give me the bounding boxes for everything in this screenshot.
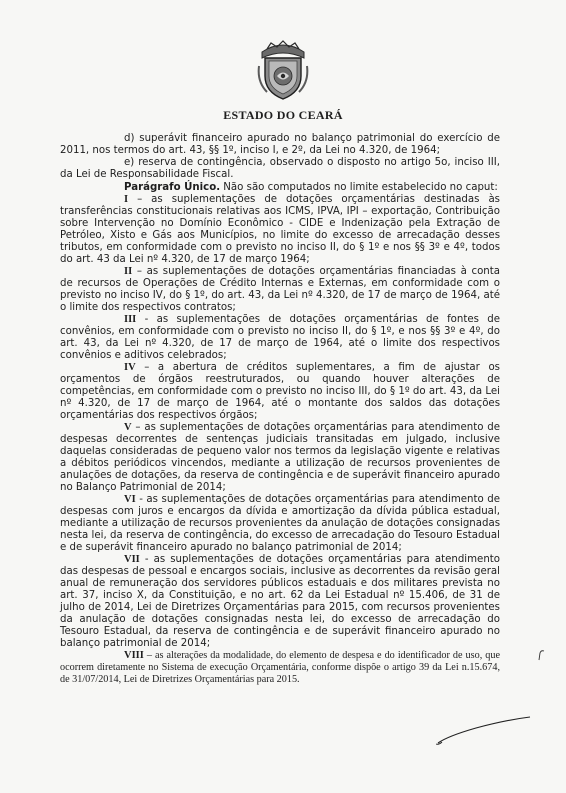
paragrafo-unico <box>60 182 500 194</box>
item-d-superavit <box>60 133 500 157</box>
inciso-iv <box>60 362 500 422</box>
inciso-vii <box>60 554 500 649</box>
margin-pen-mark <box>536 649 546 661</box>
paragrafo-unico-text: Não são computados no limite estabelecido no caput: <box>220 181 498 193</box>
item-e-reserva <box>60 157 500 181</box>
inciso-vii-label: VII <box>124 554 140 566</box>
inciso-v <box>60 422 500 493</box>
inciso-viii-text: – as alterações da modalidade, do elemento de despesa e do identificador de uso, que ocorrem diretamente no Sistema de execução Orçamentária, conforme dispõe o artigo 39 da Lei n.15.674, de 31/07/2014, Lei de Diretrizes Orçamentárias para 2015. <box>60 649 500 685</box>
inciso-ii-label: II <box>124 265 133 277</box>
inciso-vi-text: - as suplementações de dotações orçamentárias para atendimento de despesas com juros e encargos da dívida e amortização da dívida pública estadual, mediante a utilização de recursos provenientes da anulação de dotações consignadas nesta lei, da reserva de contingência, do excesso de arrecadação do Tesouro Estadual e de superávit financeiro apurado no balanço patrimonial de 2014; <box>60 494 500 553</box>
inciso-iii-label: III <box>124 314 137 326</box>
inciso-iii-text: - as suplementações de dotações orçamentárias de fontes de convênios, em conformidade com o previsto no inciso II, do § 1º, e nos §§ 3º e 4º, do art. 43, da Lei nº 4.320, de 17 de março de 1964, até o limite dos respectivos convênios e aditivos celebrados; <box>60 314 500 361</box>
item-e-text: e) reserva de contingência, observado o disposto no artigo 5o, inciso III, da Lei de Responsabilidade Fiscal. <box>60 157 500 181</box>
handwritten-signature-stroke <box>436 714 532 746</box>
document-body <box>60 133 500 686</box>
paragrafo-unico-label: Parágrafo Único. <box>124 181 221 193</box>
inciso-ii-text: – as suplementações de dotações orçamentárias financiadas à conta de recursos de Operações de Crédito Internas e Externas, em conformidade com o previsto no inciso IV, do § 1º, do art. 43, da Lei nº 4.320, de 17 de março de 1964, até o limite dos respectivos contratos; <box>60 265 500 313</box>
item-d-text: d) superávit financeiro apurado no balanço patrimonial do exercício de 2011, nos termos do art. 43, §§ 1º, inciso I, e 2º, da Lei no 4.320, de 1964; <box>60 133 500 156</box>
inciso-ii <box>60 266 500 314</box>
inciso-i-label: I <box>124 194 129 206</box>
inciso-vii-text: - as suplementações de dotações orçamentárias para atendimento das despesas de pessoal e encargos sociais, inclusive as decorrentes da revisão geral anual de remuneração dos servidores públicos estaduais e dos militares prevista no art. 37, inciso X, da Constituição, e no art. 62 da Lei Estadual nº 15.406, de 31 de julho de 2014, Lei de Diretrizes Orçamentárias para 2015, com recursos provenientes da anulação de dotações consignadas nesta lei, do excesso de arrecadação do Tesouro Estadual, da reserva de contingência e de superávit financeiro apurado no balanço patrimonial de 2014; <box>60 554 500 649</box>
inciso-iii <box>60 314 500 362</box>
inciso-viii-label: VIII <box>124 649 144 661</box>
inciso-vi-label: VI <box>124 494 136 506</box>
inciso-viii <box>60 650 500 686</box>
inciso-iv-text: – a abertura de créditos suplementares, a fim de ajustar os orçamentos de órgãos reestruturados, ou quando houver alterações de competências, em conformidade com o previsto no inciso III, do § 1º do art. 43, da Lei nº 4.320, de 17 de março de 1964, até o montante dos saldos das dotações orçamentárias dos respectivos órgãos; <box>60 362 500 421</box>
state-coat-of-arms-seal <box>257 36 309 102</box>
inciso-v-text: – as suplementações de dotações orçamentárias para atendimento de despesas decorrentes de sentenças judiciais transitadas em julgado, inclusive daquelas consideradas de pequeno valor nos termos da legislação vigente e relativas a débitos periódicos vincendos, mediante a utilização de recursos provenientes de anulações de dotações, da reserva de contingência e de superávit financeiro apurado no Balanço Patrimonial de 2014; <box>60 422 500 493</box>
state-header-title: ESTADO DO CEARÁ <box>223 108 343 122</box>
inciso-i <box>60 194 500 265</box>
inciso-v-label: V <box>124 422 132 434</box>
inciso-vi <box>60 494 500 554</box>
inciso-iv-label: IV <box>124 362 136 374</box>
inciso-i-text: – as suplementações de dotações orçamentárias destinadas às transferências constitucionais relativas aos ICMS, IPVA, IPI – exportação, Contribuição sobre Intervenção no Domínio Econômico - CIDE e Indenização pela Extração de Petróleo, Xisto e Gás aos Municípios, no limite do excesso de arrecadação desses tributos, em conformidade com o previsto no inciso II, do § 1º e nos §§ 3º e 4º, todos do art. 43 da Lei nº 4.320, de 17 de março 1964; <box>60 194 500 265</box>
